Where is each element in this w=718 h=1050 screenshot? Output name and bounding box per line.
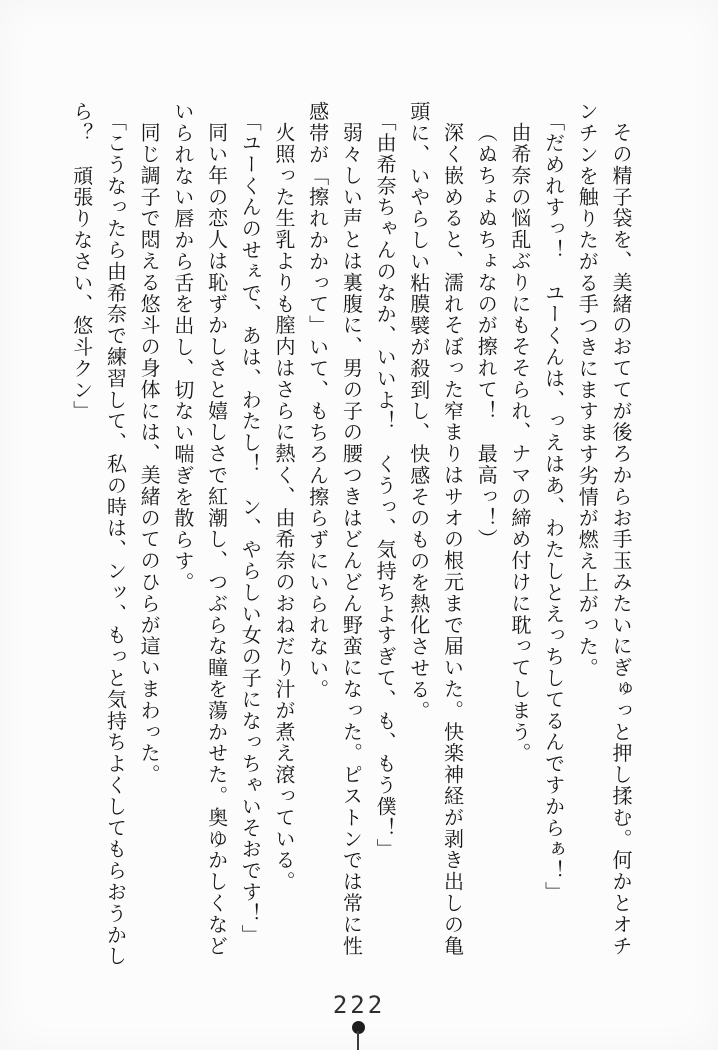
page-text [64, 101, 637, 986]
page-number: 222 [332, 991, 386, 1019]
text-column: 「ユーくんのせぇで、あは、わたし！ ン、やらしい女の子になっちゃいそおです！」 [238, 111, 263, 946]
text-column: ンチンを触りたがる手つきにますます劣情が燃え上がった。 [575, 101, 600, 679]
text-column: 弱々しい声とは裏腹に、男の子の腰つきはどんどん野蛮になった。ピストンでは常に性 [339, 122, 364, 957]
text-column: ら？ 頑張りなさい、悠斗クン」 [69, 101, 94, 422]
text-column: 由希奈の悩乱ぶりにもそそられ、ナマの締め付けに耽ってしまう。 [507, 122, 532, 764]
center-mark-line [357, 1031, 359, 1050]
text-column: 火照った生乳よりも膣内はさらに熱く、由希奈のおねだり汁が煮え滾っている。 [271, 122, 296, 893]
text-column: 深く嵌めると、濡れそぼった窄まりはサオの根元まで届いた。快楽神経が剥き出しの亀 [440, 122, 465, 957]
text-column: いられない唇から舌を出し、切ない喘ぎを散らす。 [170, 101, 195, 594]
text-column: その精子袋を、美緒のおててが後ろからお手玉みたいにぎゅっと押し揉む。何かとオチ [609, 122, 633, 957]
text-column: （ぬちょぬちょなのが擦れて！ 最高っ！） [474, 122, 499, 550]
text-column: 「こうなったら由希奈で練習して、私の時は、ンッ、もっと気持ちよくしてもらおうかし [103, 111, 128, 967]
text-column: 頭に、いやらしい粘膜襞が殺到し、快感そのものを熱化させる。 [406, 101, 431, 722]
text-column: 同い年の恋人は恥ずかしさと嬉しさで紅潮し、つぶらな瞳を蕩かせた。奥ゆかしくなど [204, 122, 229, 957]
text-column: 「だめれすっ！ ユーくんは、っえはあ、わたしとえっちしてるんですからぁ！」 [541, 111, 566, 903]
text-column: 同じ調子で悶える悠斗の身体には、美緒のてのひらが這いまわった。 [137, 122, 162, 786]
text-column: 「由希奈ちゃんのなか、いいよ！ くうっ、気持ちよすぎて、も、もう僕！」 [373, 111, 398, 860]
text-column: 感帯が「擦れかかって」いて、もちろん擦らずにいられない。 [305, 101, 330, 701]
